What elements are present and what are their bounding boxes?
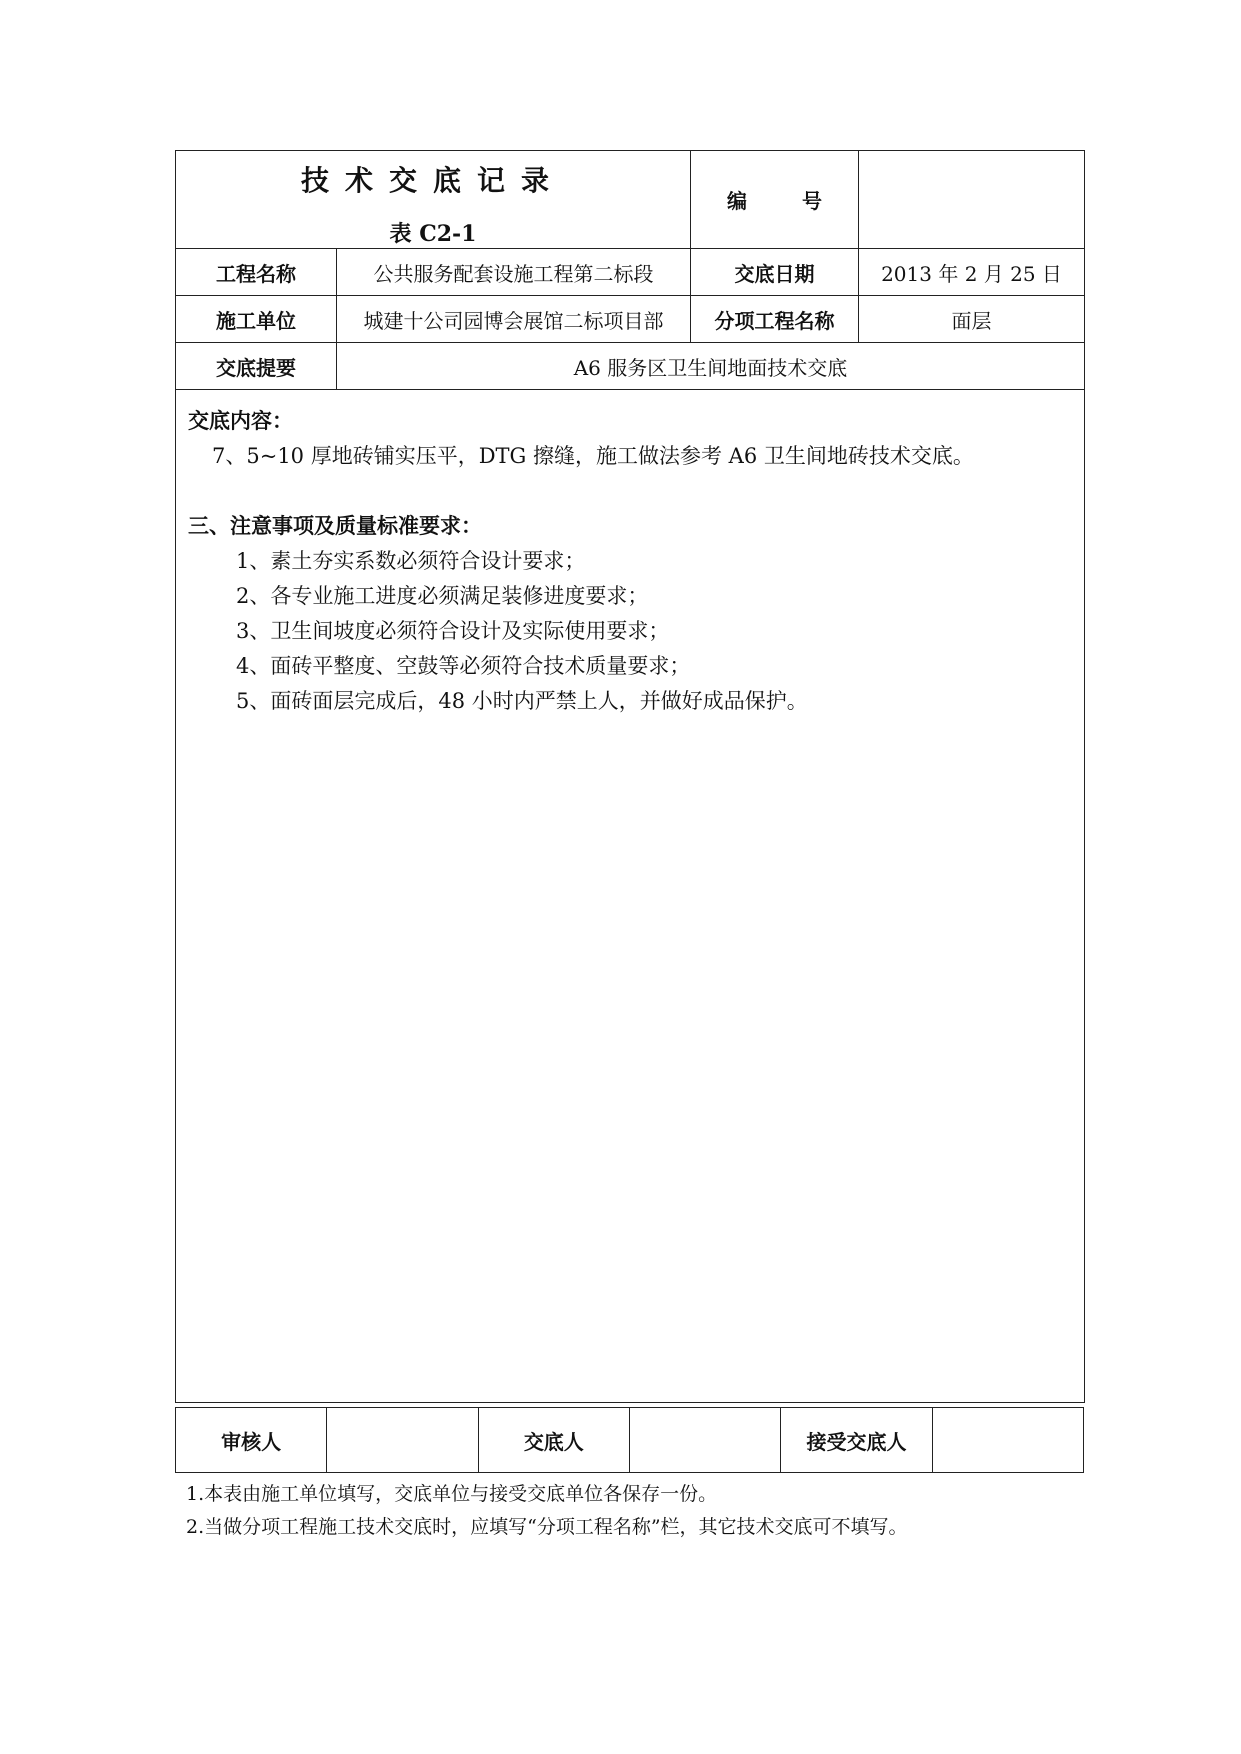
footnotes — [186, 1478, 908, 1544]
number-value[interactable] — [859, 151, 1085, 249]
section-3-heading: 三、注意事项及质量标准要求： — [188, 514, 482, 538]
requirement-item: 1、素土夯实系数必须符合设计要求； — [236, 549, 586, 573]
number-label-cell — [691, 151, 859, 249]
title-cell — [176, 151, 691, 249]
requirement-item: 3、卫生间坡度必须符合设计及实际使用要求； — [236, 619, 670, 643]
requirement-item: 4、面砖平整度、空鼓等必须符合技术质量要求； — [236, 654, 691, 678]
requirement-item: 5、面砖面层完成后，48 小时内严禁上人，并做好成品保护。 — [236, 689, 808, 713]
summary-value[interactable]: A6 服务区卫生间地面技术交底 — [337, 343, 1085, 390]
reviewer-label: 审核人 — [176, 1408, 327, 1473]
disclosure-form-table — [175, 150, 1085, 1403]
unit-label: 施工单位 — [176, 296, 337, 343]
number-label: 编 号 — [727, 189, 846, 213]
unit-value[interactable]: 城建十公司园博会展馆二标项目部 — [337, 296, 691, 343]
receiver-value[interactable] — [932, 1408, 1083, 1473]
content-heading: 交底内容： — [188, 409, 293, 433]
footnote-1: 1.本表由施工单位填写，交底单位与接受交底单位各保存一份。 — [186, 1483, 718, 1505]
subitem-label: 分项工程名称 — [691, 296, 859, 343]
table-number: 表 C2-1 — [389, 221, 477, 247]
signature-table — [175, 1407, 1084, 1473]
project-name-value[interactable]: 公共服务配套设施工程第二标段 — [337, 249, 691, 296]
requirement-item: 2、各专业施工进度必须满足装修进度要求； — [236, 584, 649, 608]
summary-label: 交底提要 — [176, 343, 337, 390]
date-value[interactable]: 2013 年 2 月 25 日 — [859, 249, 1085, 296]
form-title: 技术交底记录 — [301, 164, 566, 197]
content-item-7: 7、5~10 厚地砖铺实压平，DTG 擦缝，施工做法参考 A6 卫生间地砖技术交底。 — [212, 444, 974, 468]
footnote-2: 2.当做分项工程施工技术交底时，应填写“分项工程名称”栏，其它技术交底可不填写。 — [186, 1516, 908, 1538]
receiver-label: 接受交底人 — [781, 1408, 932, 1473]
content-spacer — [188, 474, 1072, 509]
content-cell — [176, 390, 1085, 1403]
discloser-value[interactable] — [629, 1408, 780, 1473]
discloser-label: 交底人 — [478, 1408, 629, 1473]
reviewer-value[interactable] — [327, 1408, 478, 1473]
project-name-label: 工程名称 — [176, 249, 337, 296]
date-label: 交底日期 — [691, 249, 859, 296]
subitem-value[interactable]: 面层 — [859, 296, 1085, 343]
content-body — [176, 390, 1084, 719]
